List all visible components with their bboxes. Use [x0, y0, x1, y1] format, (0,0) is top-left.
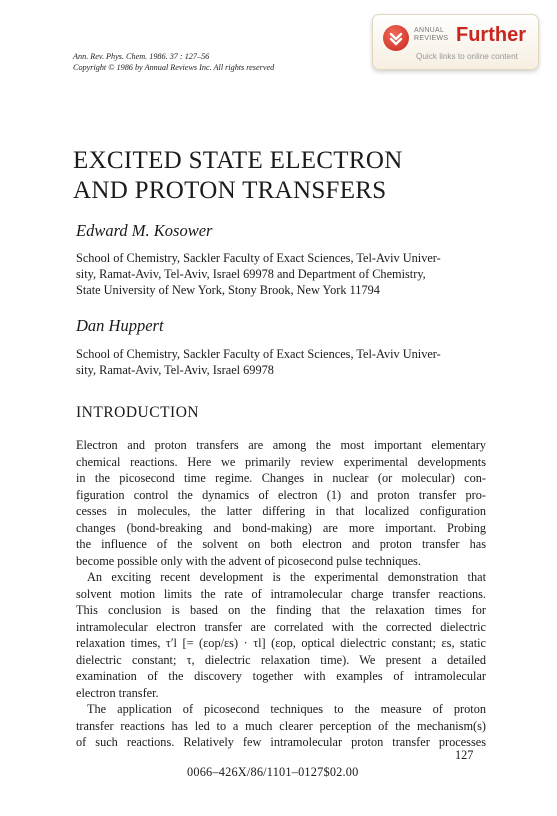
body-line: dielectric constant; τ, dielectric relaxation time). We present a detailed	[76, 652, 486, 667]
affiliation-line: State University of New York, Stony Brook, New York 11794	[76, 283, 380, 297]
further-label: Further	[456, 24, 526, 46]
author-affiliation	[76, 250, 486, 298]
body-line: changes (bond-breaking and bond-making) are more important. Probing	[76, 520, 486, 535]
affiliation-line: School of Chemistry, Sackler Faculty of Exact Sciences, Tel-Aviv Univer-	[76, 347, 441, 361]
author-name: Edward M. Kosower	[76, 221, 213, 240]
page-number: 127	[455, 748, 474, 762]
body-line: of such reactions. Relatively few intramolecular proton transfer processes	[76, 735, 486, 749]
title-line: AND PROTON TRANSFERS	[73, 177, 387, 204]
body-line: electron transfer.	[76, 685, 159, 700]
annual-reviews-label: ANNUAL REVIEWS	[414, 27, 449, 42]
body-line: chemical reactions. Here we primarily review experimental developments	[76, 454, 486, 469]
affiliation-line: School of Chemistry, Sackler Faculty of Exact Sciences, Tel-Aviv Univer-	[76, 251, 441, 265]
body-line: An exciting recent development is the experimental demonstration that	[87, 570, 486, 584]
body-line: figuration control the dynamics of electron (1) and proton transfer pro-	[76, 487, 486, 502]
affiliation-line: sity, Ramat-Aviv, Tel-Aviv, Israel 69978	[76, 363, 274, 377]
further-badge[interactable]	[372, 14, 539, 70]
author-name: Dan Huppert	[76, 316, 164, 335]
journal-citation-line: Ann. Rev. Phys. Chem. 1986. 37 : 127–56	[73, 52, 210, 61]
further-tagline: Quick links to online content	[416, 52, 518, 61]
article-title	[73, 146, 473, 206]
footer-code: 0066–426X/86/1101–0127$02.00	[187, 765, 359, 779]
body-line: This conclusion is based on the finding that the relaxation times for	[76, 603, 486, 617]
body-line: intramolecular electron transfer are correlated with the corrected dielectric	[76, 619, 486, 634]
body-line: examination of the discovery together with examples of intramolecular	[76, 669, 486, 683]
body-line: in the picosecond time regime. Changes in nuclear (or molecular) con-	[76, 471, 486, 485]
copyright-line: Copyright © 1986 by Annual Reviews Inc. All rights reserved	[73, 63, 275, 72]
affiliation-line: sity, Ramat-Aviv, Tel-Aviv, Israel 69978 and Department of Chemistry,	[76, 267, 426, 281]
body-paragraph	[76, 701, 486, 751]
body-line: Electron and proton transfers are among the most important elementary	[76, 438, 486, 452]
body-line: relaxation times, τ′l [= (εop/εs) · τl] (εop, optical dielectric constant; εs, static	[76, 636, 486, 650]
body-line: cesses in molecules, the latter differing in that localized configuration	[76, 504, 486, 518]
body-line: solvent motion limits the rate of intramolecular charge transfer reactions.	[76, 586, 486, 601]
body-line: become possible only with the advent of picosecond pulse techniques.	[76, 553, 421, 568]
journal-citation	[73, 51, 274, 73]
body-line: the influence of the solvent on both electron and proton transfer has	[76, 537, 486, 551]
body-paragraph	[76, 569, 486, 701]
title-line: EXCITED STATE ELECTRON	[73, 147, 403, 174]
body-line: transfer reactions has led to a much clearer perception of the mechanism(s)	[76, 718, 486, 733]
further-logo-icon	[383, 25, 409, 51]
body-line: The application of picosecond techniques to the measure of proton	[87, 702, 486, 716]
section-heading: INTRODUCTION	[76, 404, 200, 421]
author-affiliation	[76, 346, 486, 378]
body-paragraph	[76, 437, 486, 569]
